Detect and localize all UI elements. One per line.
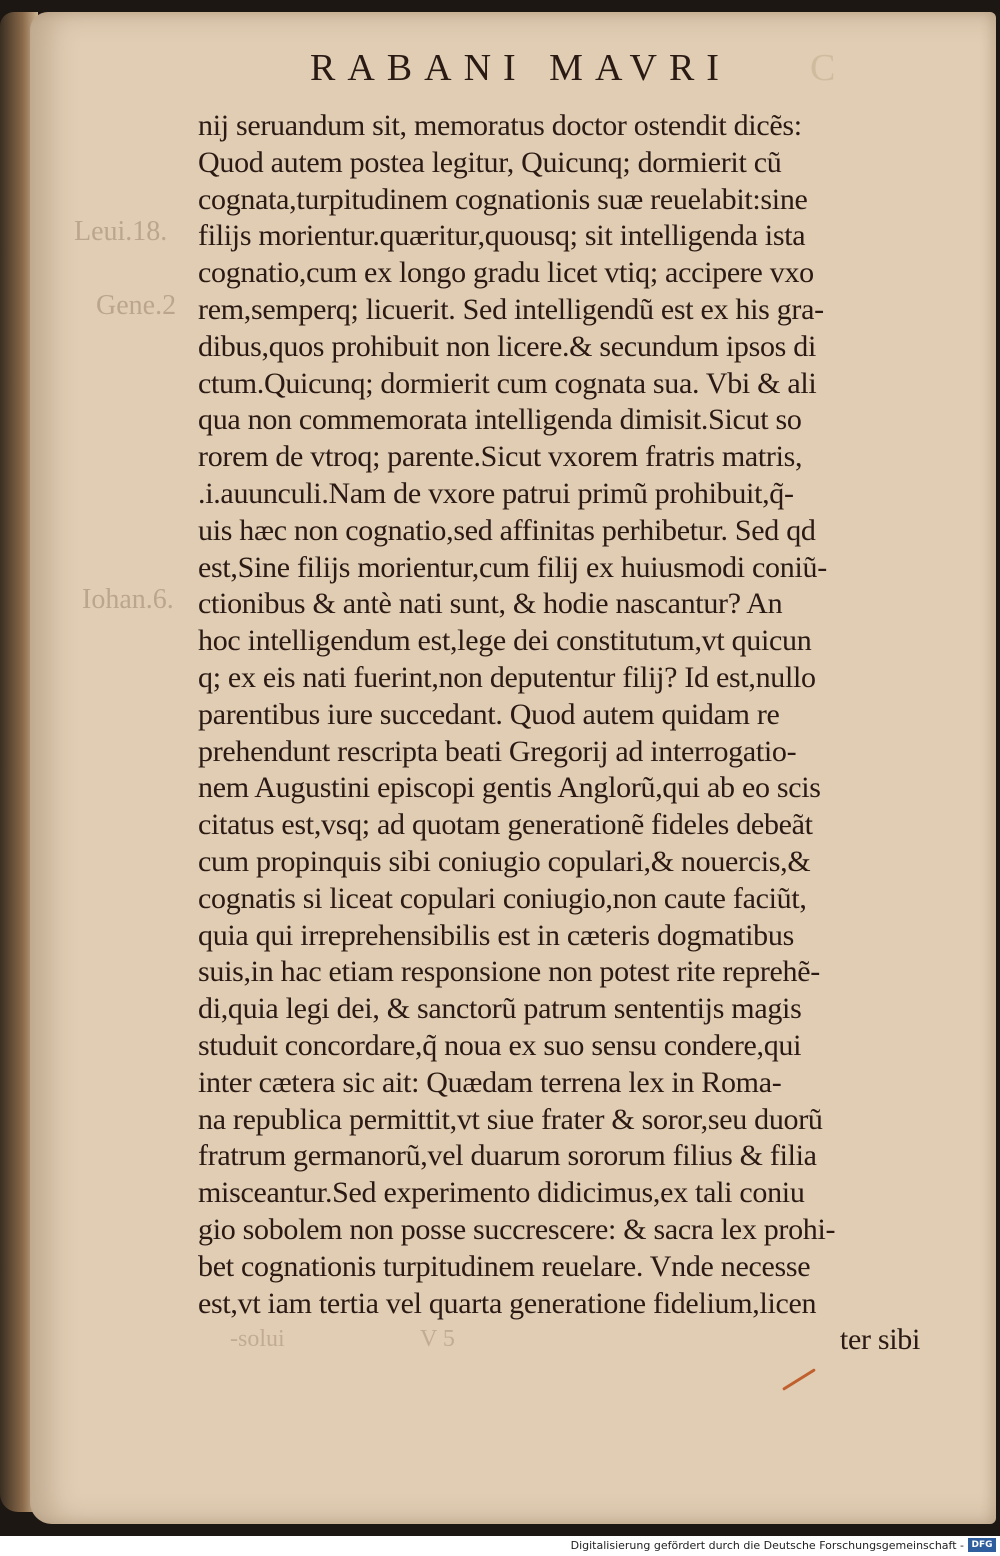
footer-ghost-signature: V 5 xyxy=(420,1326,455,1352)
text-line: qua non commemorata intelligenda dimisit.Sicut so xyxy=(198,403,802,437)
text-line: Quod autem postea legitur, Quicunq; dormierit cũ xyxy=(198,145,782,179)
margin-note-ghost: Leui.18. xyxy=(74,216,168,247)
text-line: ctionibus & antè nati sunt, & hodie nascantur? An xyxy=(198,587,783,621)
text-line: dibus,quos prohibuit non licere.& secundum ipsos di xyxy=(198,329,816,363)
text-line: rem,semperq; licuerit. Sed intelligendũ est ex his gra- xyxy=(198,292,824,326)
text-line: prehendunt rescripta beati Gregorij ad interrogatio- xyxy=(198,734,797,768)
text-line: nem Augustini episcopi gentis Anglorũ,qui ab eo scis xyxy=(198,771,821,805)
text-line: parentibus iure succedant. Quod autem quidam re xyxy=(198,697,780,731)
dfg-logo: DFG xyxy=(968,1538,996,1552)
text-line: inter cætera sic ait: Quædam terrena lex in Roma- xyxy=(198,1065,782,1099)
margin-note-ghost: Iohan.6. xyxy=(82,584,174,615)
catchword: ter sibi xyxy=(839,1323,920,1357)
text-line: suis,in hac etiam responsione non potest rite reprehẽ- xyxy=(198,955,820,989)
digitization-credit: Digitalisierung gefördert durch die Deutsche Forschungsgemeinschaft - xyxy=(570,1539,964,1552)
running-title: RABANI MAVRI xyxy=(310,47,731,89)
footer-ghost-left: -solui xyxy=(230,1326,285,1352)
text-line: hoc intelligendum est,lege dei constitutum,vt quicun xyxy=(198,624,812,658)
text-line: cognatis si liceat copulari coniugio,non caute faciũt, xyxy=(198,881,807,915)
text-line: bet cognationis turpitudinem reuelare. Vnde necesse xyxy=(198,1249,811,1283)
margin-note-ghost: Gene.2 xyxy=(96,290,177,321)
text-line: misceantur.Sed experimento didicimus,ex tali coniu xyxy=(198,1176,805,1210)
text-line: gio sobolem non posse succrescere: & sacra lex prohi- xyxy=(198,1212,836,1246)
main-text-block xyxy=(198,108,928,1359)
text-line: citatus est,vsq; ad quotam generationẽ fideles debeãt xyxy=(198,808,813,842)
text-line: na republica permittit,vt siue frater & soror,seu duorũ xyxy=(198,1102,823,1136)
text-line: est,vt iam tertia vel quarta generatione fidelium,licen xyxy=(198,1286,817,1320)
text-line: rorem de vtroq; parente.Sicut vxorem fratris matris, xyxy=(198,440,803,474)
text-line: studuit concordare,q̃ noua ex suo sensu condere,qui xyxy=(198,1028,802,1062)
text-line: uis hæc non cognatio,sed affinitas perhibetur. Sed qd xyxy=(198,513,816,547)
text-line: fratrum germanorũ,vel duarum sororum filius & filia xyxy=(198,1139,817,1173)
text-line: .i.auunculi.Nam de vxore patrui primũ prohibuit,q̃- xyxy=(198,476,794,510)
text-line: cognata,turpitudinem cognationis suæ reuelabit:sine xyxy=(198,182,808,216)
text-line: filijs morientur.quæritur,quousq; sit intelligenda ista xyxy=(198,219,806,253)
text-line: quia qui irreprehensibilis est in cæteris dogmatibus xyxy=(198,918,794,952)
text-line: cognatio,cum ex longo gradu licet vtiq; accipere vxo xyxy=(198,256,814,290)
text-line: nij seruandum sit, memoratus doctor ostendit dicẽs: xyxy=(198,109,802,142)
text-line: cum propinquis sibi coniugio copulari,& nouercis,& xyxy=(198,844,811,878)
text-line: est,Sine filijs morientur,cum filij ex huiusmodi coniũ- xyxy=(198,550,827,584)
text-line: di,quia legi dei, & sanctorũ patrum sententijs magis xyxy=(198,992,802,1026)
running-title-bleed: C xyxy=(810,47,836,89)
text-line: ctum.Quicunq; dormierit cum cognata sua. Vbi & ali xyxy=(198,366,817,400)
text-line: q; ex eis nati fuerint,non deputentur filij? Id est,nullo xyxy=(198,660,816,694)
